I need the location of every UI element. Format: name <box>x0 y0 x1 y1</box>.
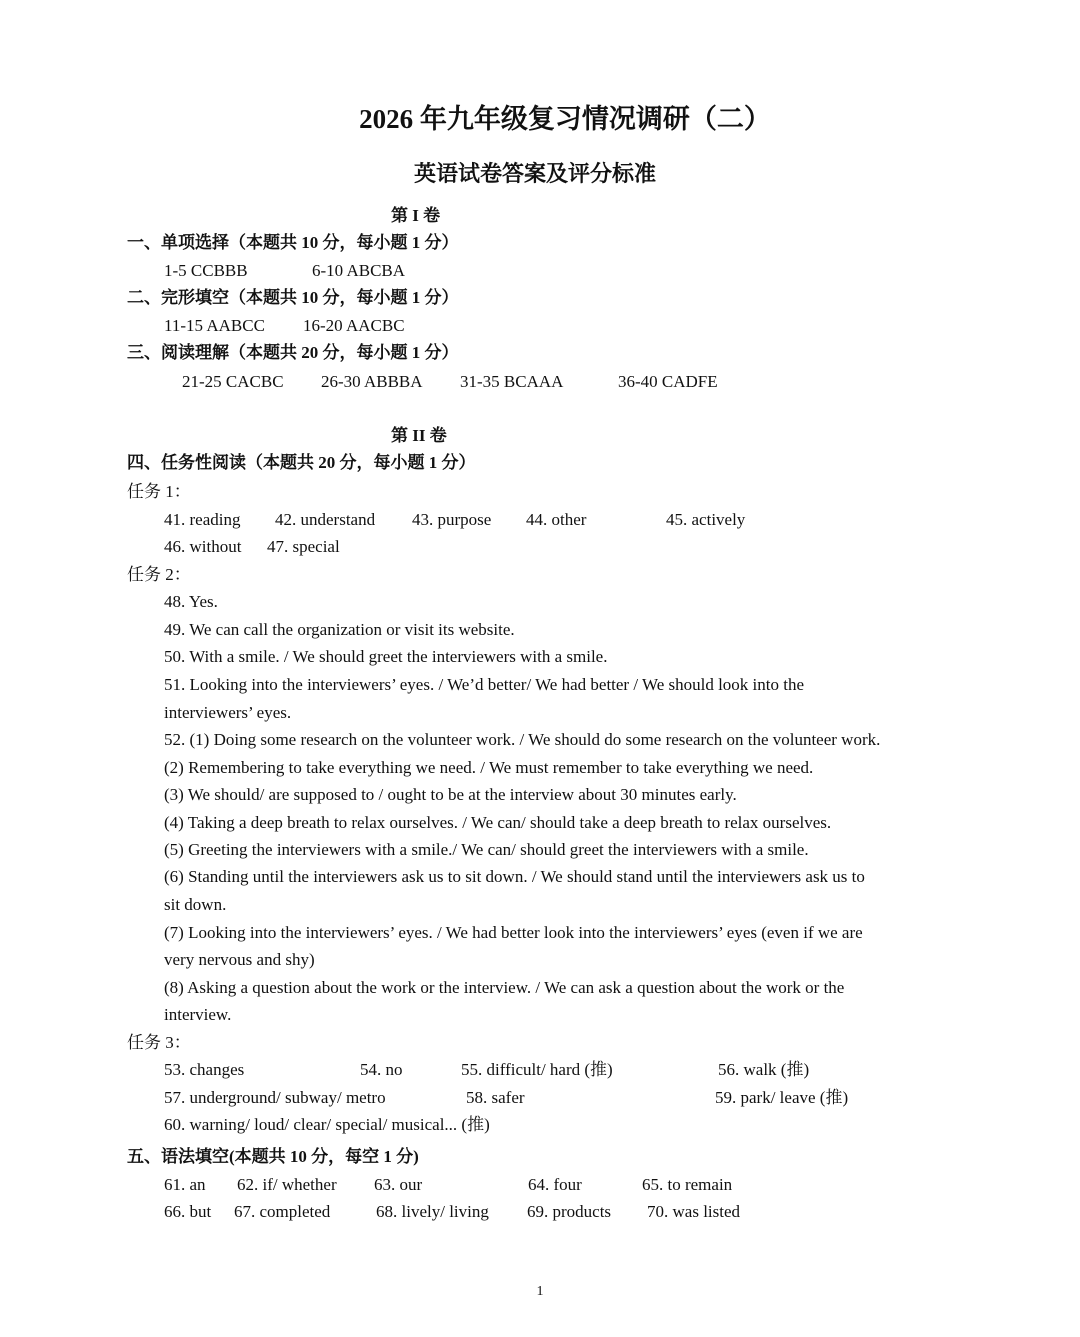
answer-item: 60. warning/ loud/ clear/ special/ musical... (推) <box>164 1115 490 1134</box>
answer-line: interviewers’ eyes. <box>164 703 292 722</box>
answer-line: (3) We should/ are supposed to / ought to be at the interview about 30 minutes early. <box>164 785 737 804</box>
answer-group: 6-10 ABCBA <box>312 261 406 280</box>
answer-item: 44. other <box>526 510 587 529</box>
answer-item: 47. special <box>267 537 340 556</box>
answer-group: 16-20 AACBC <box>303 316 405 335</box>
answer-line: 51. Looking into the interviewers’ eyes. / We’d better/ We had better / We should look into the <box>164 675 805 694</box>
answer-group: 31-35 BCAAA <box>460 372 564 391</box>
answer-line: interview. <box>164 1005 232 1024</box>
answer-item: 58. safer <box>466 1088 525 1107</box>
volume-1-heading: 第 I 卷 <box>391 206 441 225</box>
answer-group: 26-30 ABBBA <box>321 372 423 391</box>
answer-item: 57. underground/ subway/ metro <box>164 1088 386 1107</box>
answer-item: 45. actively <box>666 510 746 529</box>
answer-item: 53. changes <box>164 1060 245 1079</box>
task-1-label: 任务 1： <box>127 482 191 501</box>
answer-item: 41. reading <box>164 510 241 529</box>
answer-line: (5) Greeting the interviewers with a smile./ We can/ should greet the interviewers with a smile. <box>164 840 809 859</box>
answer-item: 56. walk (推) <box>718 1060 810 1079</box>
section-4-heading: 四、任务性阅读（本题共 20 分，每小题 1 分） <box>127 453 476 472</box>
task-3-label: 任务 3： <box>127 1033 191 1052</box>
answer-item: 43. purpose <box>412 510 492 529</box>
answer-item: 67. completed <box>234 1202 331 1221</box>
answer-line: sit down. <box>164 895 227 914</box>
answer-group: 36-40 CADFE <box>618 372 718 391</box>
page-subtitle: 英语试卷答案及评分标准 <box>413 161 656 186</box>
answer-item: 68. lively/ living <box>376 1202 489 1221</box>
page-number: 1 <box>536 1284 544 1299</box>
answer-item: 59. park/ leave (推) <box>715 1088 849 1107</box>
answer-item: 42. understand <box>275 510 376 529</box>
answer-item: 65. to remain <box>642 1175 733 1194</box>
answer-line: 50. With a smile. / We should greet the interviewers with a smile. <box>164 647 608 666</box>
answer-item: 70. was listed <box>647 1202 741 1221</box>
answer-line: very nervous and shy) <box>164 950 315 969</box>
volume-2-heading: 第 II 卷 <box>391 426 447 445</box>
answer-line: 49. We can call the organization or visit its website. <box>164 620 515 639</box>
answer-item: 55. difficult/ hard (推) <box>461 1060 613 1079</box>
answer-item: 66. but <box>164 1202 212 1221</box>
answer-line: 52. (1) Doing some research on the volunteer work. / We should do some research on the volunteer work. <box>164 730 881 749</box>
answer-group: 1-5 CCBBB <box>164 261 248 280</box>
section-2-heading: 二、完形填空（本题共 10 分，每小题 1 分） <box>127 288 459 307</box>
section-5-heading: 五、语法填空(本题共 10 分，每空 1 分) <box>127 1147 419 1166</box>
answer-item: 46. without <box>164 537 242 556</box>
answer-item: 54. no <box>360 1060 403 1079</box>
answer-line: (6) Standing until the interviewers ask us to sit down. / We should stand until the interviewers ask us to <box>164 867 865 886</box>
answer-item: 63. our <box>374 1175 423 1194</box>
answer-line: (7) Looking into the interviewers’ eyes. / We had better look into the interviewers’ eyes (even if we are <box>164 923 863 942</box>
answer-line: (8) Asking a question about the work or the interview. / We can ask a question about the work or the <box>164 978 845 997</box>
answer-line: 48. Yes. <box>164 592 218 611</box>
answer-group: 11-15 AABCC <box>164 316 265 335</box>
answer-item: 69. products <box>527 1202 612 1221</box>
answer-line: (2) Remembering to take everything we need. / We must remember to take everything we need. <box>164 758 814 777</box>
page-title: 2026 年九年级复习情况调研（二） <box>359 104 771 134</box>
section-1-heading: 一、单项选择（本题共 10 分，每小题 1 分） <box>127 233 459 252</box>
answer-item: 62. if/ whether <box>237 1175 337 1194</box>
answer-item: 64. four <box>528 1175 582 1194</box>
answer-line: (4) Taking a deep breath to relax ourselves. / We can/ should take a deep breath to relax ourselves. <box>164 813 832 832</box>
answer-item: 61. an <box>164 1175 206 1194</box>
answer-group: 21-25 CACBC <box>182 372 284 391</box>
section-3-heading: 三、阅读理解（本题共 20 分，每小题 1 分） <box>127 343 459 362</box>
task-2-label: 任务 2： <box>127 565 191 584</box>
